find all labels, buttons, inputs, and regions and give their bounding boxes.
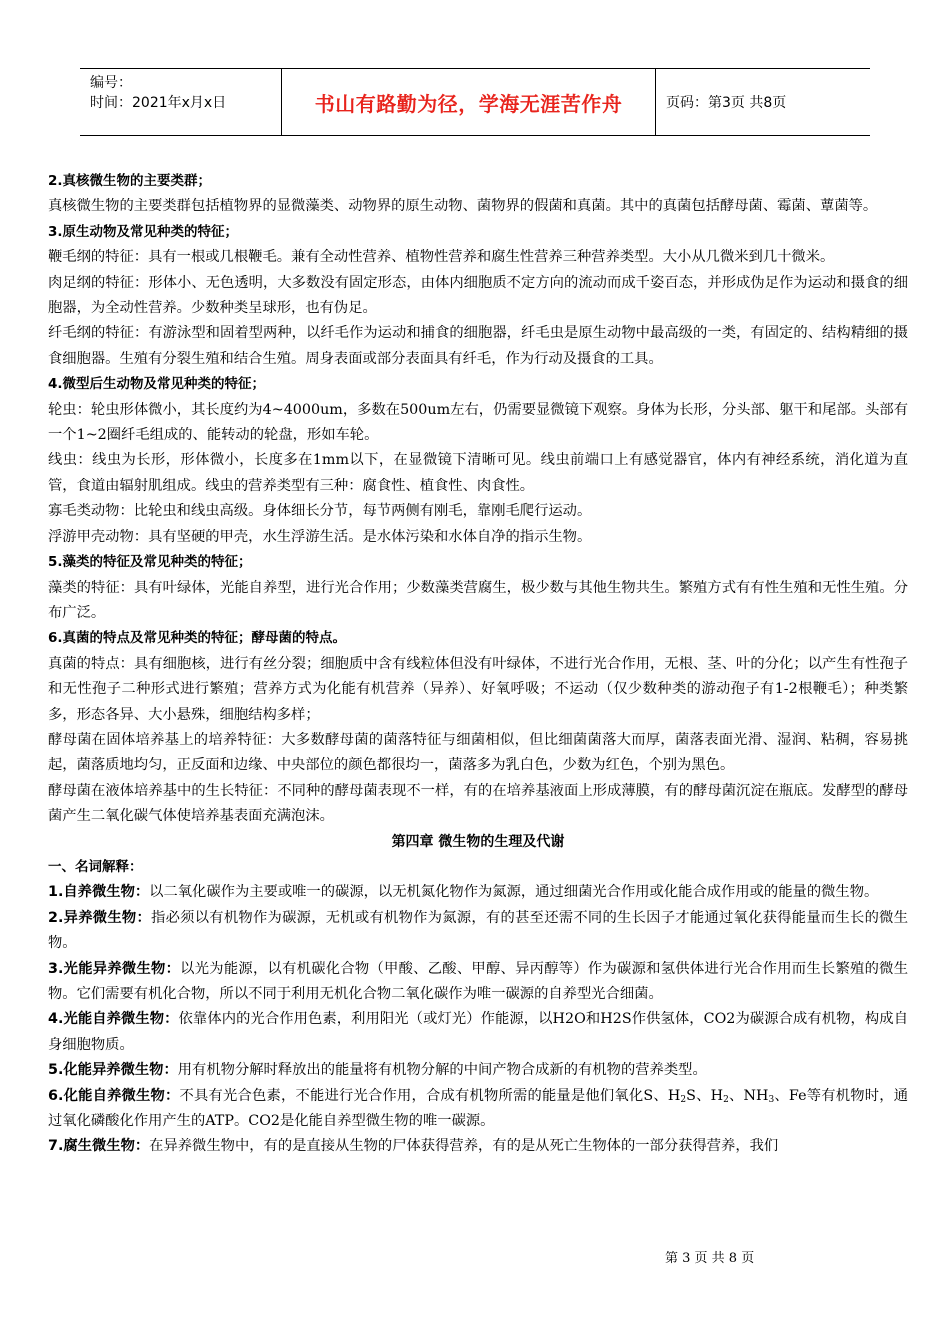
definition-text: 指必须以有机物作为碳源，无机或有机物作为氮源，有的甚至还需不同的生长因子才能通过氧化获得能量而生长的微生物。 — [48, 909, 908, 952]
page-footer: 第 3 页 共 8 页 — [665, 1251, 755, 1266]
paragraph: 肉足纲的特征：形体小、无色透明，大多数没有固定形态，由体内细胞质不定方向的流动而成千姿百态，并形成伪足作为运动和摄食的细胞器，为全动性营养。少数种类呈球形，也有伪足。 — [48, 274, 908, 317]
section-heading: 一、名词解释： — [48, 858, 143, 875]
chapter-title: 第四章 微生物的生理及代谢 — [391, 833, 565, 850]
subscript: 3 — [768, 1094, 775, 1105]
definition — [48, 880, 908, 905]
definition — [48, 1058, 908, 1083]
definition — [48, 906, 908, 957]
definition-term: 6.化能自养微生物： — [48, 1087, 180, 1104]
definition-text: 、Fe等有机物时，通过氧化磷酸化作用产生的ATP。CO2是化能自养型微生物的唯一碳源。 — [48, 1087, 908, 1130]
subscript: 2 — [723, 1094, 729, 1105]
page-header — [80, 68, 870, 136]
paragraph: 浮游甲壳动物：具有坚硬的甲壳，水生浮游生活。是水体污染和水体自净的指示生物。 — [48, 528, 592, 545]
document-body — [48, 169, 908, 1160]
paragraph: 真核微生物的主要类群包括植物界的显微藻类、动物界的原生动物、菌物界的假菌和真菌。其中的真菌包括酵母菌、霉菌、蕈菌等。 — [48, 198, 878, 215]
motto: 书山有路勤为径，学海无涯苦作舟 — [314, 91, 623, 116]
paragraph: 藻类的特征：具有叶绿体，光能自养型，进行光合作用；少数藻类营腐生，极少数与其他生物共生。繁殖方式有有性生殖和无性生殖。分布广泛。 — [48, 579, 908, 621]
definition-text: 不具有光合色素，不能进行光合作用，合成有机物所需的能量是他们氧化S、H — [179, 1087, 681, 1104]
definition-term: 5.化能异养微生物： — [48, 1062, 178, 1079]
definition-term: 1.自养微生物： — [48, 884, 150, 901]
heading-5: 5.藻类的特征及常见种类的特征； — [48, 554, 252, 571]
definition-term: 7.腐生微生物： — [48, 1138, 150, 1155]
header-motto-cell — [282, 69, 656, 135]
definition-text: 以二氧化碳作为主要或唯一的碳源，以无机氮化物作为氮源，通过细菌光合作用或化能合成作用或的能量的微生物。 — [149, 884, 879, 901]
page-label: 页码：第3页 共8页 — [666, 95, 787, 111]
definition — [48, 1084, 908, 1135]
paragraph: 寡毛类动物：比轮虫和线虫高级。身体细长分节，每节两侧有刚毛，靠刚毛爬行运动。 — [48, 503, 592, 520]
paragraph: 鞭毛纲的特征：具有一根或几根鞭毛。兼有全动性营养、植物性营养和腐生性营养三种营养类型。大小从几微米到几十微米。 — [48, 249, 835, 266]
paragraph: 酵母菌在固体培养基上的培养特征：大多数酵母菌的菌落特征与细菌相似，但比细菌菌落大而厚，菌落表面光滑、湿润、粘稠，容易挑起，菌落质地均匀，正反面和边缘、中央部位的颜色都很均一，菌落多为乳白色，少数为红色，个别为黑色。 — [48, 731, 908, 774]
definition-term: 4.光能自养微生物： — [48, 1011, 179, 1028]
definition-text: 以光为能源，以有机碳化合物（甲酸、乙酸、甲醇、异丙醇等）作为碳源和氢供体进行光合作用而生长繁殖的微生物。它们需要有机化合物，所以不同于利用无机化合物二氧化碳作为唯一碳源的自养型光合细菌。 — [48, 960, 908, 1002]
definition-text: S、H — [686, 1087, 724, 1104]
definition-text: 依靠体内的光合作用色素，利用阳光（或灯光）作能源，以H2O和H2S作供氢体，CO2为碳源合成有机物，构成自身细胞物质。 — [48, 1011, 908, 1053]
heading-2: 2.真核微生物的主要类群； — [48, 173, 212, 189]
time-label: 时间：2021年x月x日 — [90, 95, 227, 111]
code-label: 编号： — [90, 75, 132, 91]
paragraph: 真菌的特点：具有细胞核，进行有丝分裂；细胞质中含有线粒体但没有叶绿体，不进行光合作用，无根、茎、叶的分化；以产生有性孢子和无性孢子二种形式进行繁殖；营养方式为化能有机营养（异养）、好氧呼吸；不运动（仅少数种类的游动孢子有1-2根鞭毛）；种类繁多，形态各异、大小悬殊，细胞结构多样； — [48, 655, 908, 723]
heading-6: 6.真菌的特点及常见种类的特征；酵母菌的特点。 — [48, 630, 347, 647]
paragraph: 酵母菌在液体培养基中的生长特征：不同种的酵母菌表现不一样，有的在培养基液面上形成薄膜，有的酵母菌沉淀在瓶底。发酵型的酵母菌产生二氧化碳气体使培养基表面充满泡沫。 — [48, 782, 908, 825]
subscript: 2 — [680, 1094, 687, 1105]
definition-term: 2.异养微生物： — [48, 909, 152, 926]
header-page-cell — [656, 69, 870, 135]
definition-term: 3.光能异养微生物： — [48, 960, 181, 977]
paragraph: 线虫：线虫为长形，形体微小，长度多在1mm以下，在显微镜下清晰可见。线虫前端口上有感觉器官，体内有神经系统，消化道为直管，食道由辐射肌组成。线虫的营养类型有三种：腐食性、植食性、肉食性。 — [48, 452, 908, 494]
definition-text: 在异养微生物中，有的是直接从生物的尸体获得营养，有的是从死亡生物体的一部分获得营养，我们 — [149, 1138, 779, 1155]
header-meta — [80, 69, 282, 135]
definition — [48, 1007, 908, 1058]
paragraph: 纤毛纲的特征：有游泳型和固着型两种，以纤毛作为运动和捕食的细胞器，纤毛虫是原生动物中最高级的一类，有固定的、结构精细的摄食细胞器。生殖有分裂生殖和结合生殖。周身表面或部分表面具有纤毛，作为行动及摄食的工具。 — [48, 325, 908, 367]
heading-3: 3.原生动物及常见种类的特征； — [48, 223, 239, 240]
heading-4: 4.微型后生动物及常见种类的特征； — [48, 376, 266, 393]
definition-text: 、NH — [728, 1087, 769, 1104]
definition-text: 用有机物分解时释放出的能量将有机物分解的中间产物合成新的有机物的营养类型。 — [177, 1062, 707, 1079]
paragraph: 轮虫：轮虫形体微小，其长度约为4~4000um，多数在500um左右，仍需要显微镜下观察。身体为长形，分头部、躯干和尾部。头部有一个1~2圈纤毛组成的、能转动的轮盘，形如车轮。 — [48, 401, 908, 444]
definition — [48, 957, 908, 1008]
definition — [48, 1134, 908, 1159]
